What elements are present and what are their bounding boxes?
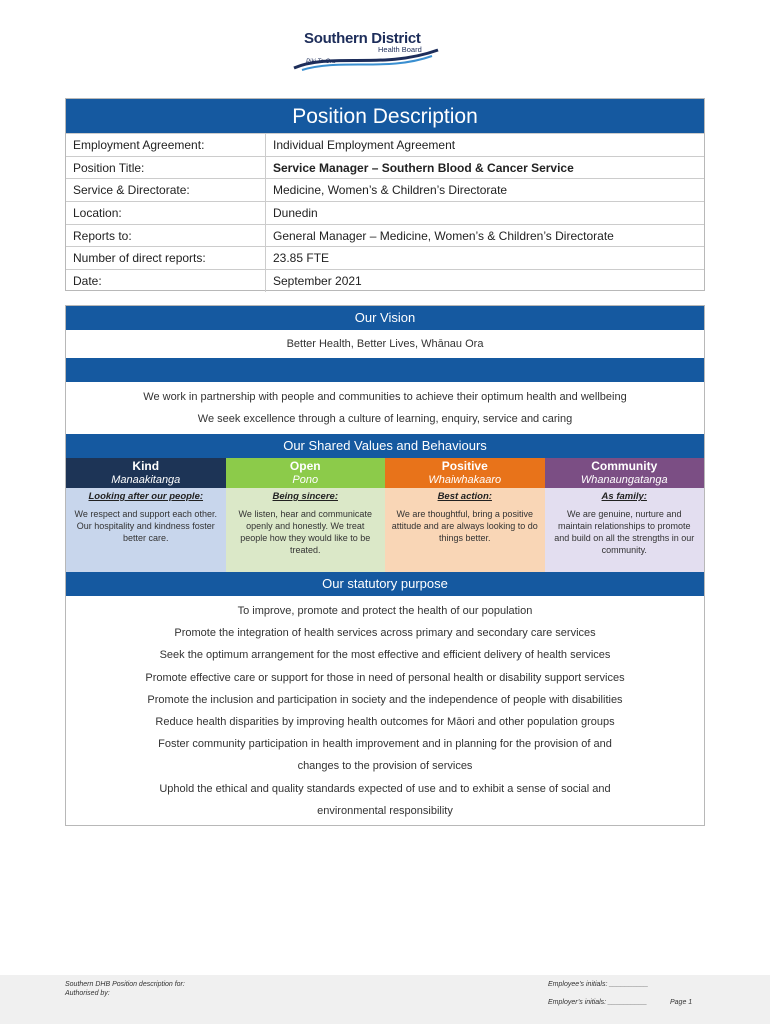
value-maori: Manaakitanga (111, 474, 181, 486)
row-value: Dunedin (273, 206, 318, 221)
value-name: Kind (132, 459, 160, 473)
value-text: We listen, hear and communicate openly and honestly. We treat people how they would like to be treated. (238, 509, 372, 555)
vision-statement: Better Health, Better Lives, Whānau Ora (286, 338, 484, 350)
row-value: September 2021 (273, 274, 362, 289)
value-heading: Best action: (437, 491, 492, 502)
value-header (545, 458, 705, 488)
footer-employee-initials: Employee’s initials: __________ (548, 981, 649, 988)
statutory-line: Seek the optimum arrangement for the most effective and efficient delivery of health services (159, 649, 611, 662)
value-maori: Pono (292, 474, 319, 486)
values-grid (66, 458, 704, 572)
value-maori: Whaiwhakaaro (428, 474, 502, 486)
value-text: We are thoughtful, bring a positive attitude and are always looking to do things better. (391, 509, 538, 543)
value-body (226, 488, 386, 572)
table-row (66, 201, 704, 224)
logo-name: Southern District (304, 30, 421, 47)
mission-line: We seek excellence through a culture of learning, enquiry, service and caring (197, 413, 573, 425)
table-row (66, 224, 704, 247)
row-label: Number of direct reports: (66, 247, 266, 269)
table-row (66, 178, 704, 201)
value-body (545, 488, 705, 572)
logo-tagline: Piki Te Ora (306, 59, 336, 65)
pd-title: Position Description (66, 99, 704, 133)
footer-employer-initials: Employer’s initials: __________ (548, 999, 647, 1006)
vision-title: Our Vision (66, 306, 704, 330)
row-value: 23.85 FTE (273, 251, 330, 266)
mission-line: We work in partnership with people and communities to achieve their optimum health and wellbeing (143, 391, 627, 403)
row-label: Position Title: (66, 157, 266, 179)
row-label: Reports to: (66, 225, 266, 247)
value-body (385, 488, 545, 572)
page-number: Page 1 (670, 999, 693, 1006)
statutory-list (66, 596, 704, 822)
statutory-line: Reduce health disparities by improving health outcomes for Māori and other population groups (155, 716, 615, 729)
footer-authorised: Authorised by: (65, 990, 110, 997)
value-name: Open (289, 459, 321, 473)
row-value: General Manager – Medicine, Women’s & Children’s Directorate (273, 228, 614, 243)
statutory-line: Foster community participation in health improvement and in planning for the provision of and (158, 738, 612, 751)
vision-values-section (65, 305, 705, 826)
statutory-line: Promote the inclusion and participation in society and the independence of people with disabilities (147, 693, 623, 706)
row-label: Date: (66, 270, 266, 292)
statutory-line: Uphold the ethical and quality standards expected of use and to exhibit a sense of social and (159, 782, 611, 795)
statutory-line: environmental responsibility (317, 804, 453, 817)
vision-divider-bar (66, 358, 704, 382)
statutory-line: Promote effective care or support for those in need of personal health or disability support services (145, 671, 625, 684)
value-open (226, 458, 386, 572)
statutory-line: To improve, promote and protect the health of our population (237, 605, 533, 617)
value-heading: Looking after our people: (88, 491, 204, 502)
value-positive (385, 458, 545, 572)
value-text: We are genuine, nurture and maintain relationships to promote and build on all the strengths in our community. (554, 509, 695, 555)
page-footer (0, 975, 770, 1024)
value-name: Community (591, 459, 658, 473)
value-body (66, 488, 226, 572)
value-header (226, 458, 386, 488)
value-maori: Whanaungatanga (580, 474, 668, 486)
table-row (66, 133, 704, 156)
table-row (66, 156, 704, 179)
footer-description: Southern DHB Position description for: (65, 981, 185, 988)
row-value: Individual Employment Agreement (273, 138, 456, 152)
row-label: Service & Directorate: (66, 179, 266, 201)
value-heading: Being sincere: (272, 491, 338, 502)
table-row (66, 269, 704, 292)
statutory-line: changes to the provision of services (297, 760, 473, 773)
sdhb-logo (292, 30, 442, 72)
value-header (66, 458, 226, 488)
row-label: Location: (66, 202, 266, 224)
value-kind (66, 458, 226, 572)
logo-sub: Health Board (378, 45, 422, 54)
statutory-line: Promote the integration of health services across primary and secondary care services (174, 627, 596, 640)
value-community (545, 458, 705, 572)
row-value: Medicine, Women’s & Children’s Directorate (273, 183, 508, 198)
mission-lines (66, 382, 704, 434)
value-text: We respect and support each other. Our hospitality and kindness foster better care. (74, 509, 217, 543)
table-row (66, 246, 704, 269)
value-heading: As family: (601, 491, 647, 502)
value-header (385, 458, 545, 488)
statutory-title: Our statutory purpose (66, 572, 704, 596)
value-name: Positive (441, 459, 488, 473)
values-title: Our Shared Values and Behaviours (66, 434, 704, 458)
row-value: Service Manager – Southern Blood & Cancer Service (273, 160, 574, 175)
position-description-table (65, 98, 705, 291)
row-label: Employment Agreement: (66, 134, 266, 156)
